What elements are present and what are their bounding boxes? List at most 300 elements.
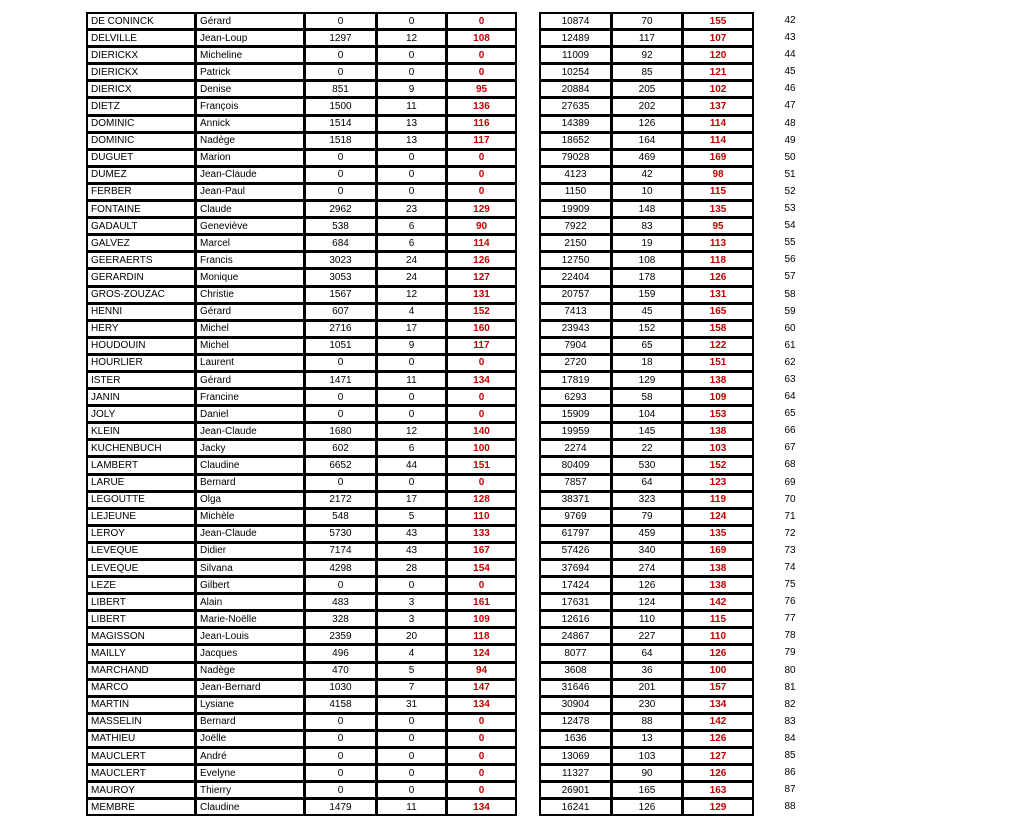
games-cell: 0 [377, 713, 447, 730]
total-average-cell: 114 [683, 132, 754, 149]
points-cell: 7174 [305, 542, 377, 559]
first-name-cell: Claudine [196, 799, 305, 816]
total-average-cell: 118 [683, 252, 754, 269]
rank-number: 73 [784, 544, 796, 556]
last-name-cell: MEMBRE [87, 799, 196, 816]
rank-number: 64 [784, 391, 796, 403]
games-cell: 24 [377, 252, 447, 269]
table-row [540, 166, 754, 183]
total-average-cell: 169 [683, 149, 754, 166]
average-cell: 110 [447, 508, 517, 525]
first-name-cell: Francis [196, 252, 305, 269]
total-average-cell: 138 [683, 560, 754, 577]
points-cell: 0 [305, 577, 377, 594]
last-name-cell: FONTAINE [87, 201, 196, 218]
total-points-cell: 2150 [540, 235, 612, 252]
first-name-cell: Gérard [196, 371, 305, 388]
total-games-cell: 202 [612, 98, 683, 115]
average-cell: 161 [447, 594, 517, 611]
points-cell: 2962 [305, 201, 377, 218]
games-cell: 0 [377, 149, 447, 166]
points-cell: 4158 [305, 696, 377, 713]
average-cell: 151 [447, 457, 517, 474]
total-points-cell: 14389 [540, 115, 612, 132]
points-cell: 496 [305, 645, 377, 662]
last-name-cell: DOMINIC [87, 132, 196, 149]
games-cell: 4 [377, 645, 447, 662]
table-row [540, 713, 754, 730]
total-average-cell: 115 [683, 611, 754, 628]
last-name-cell: GROS-ZOUZAC [87, 286, 196, 303]
total-points-cell: 31646 [540, 679, 612, 696]
first-name-cell: Michel [196, 320, 305, 337]
average-cell: 100 [447, 440, 517, 457]
first-name-cell: Marion [196, 149, 305, 166]
table-row [540, 542, 754, 559]
total-average-cell: 165 [683, 303, 754, 320]
average-cell: 114 [447, 235, 517, 252]
total-points-cell: 61797 [540, 525, 612, 542]
points-cell: 3023 [305, 252, 377, 269]
rank-number: 49 [784, 134, 796, 146]
last-name-cell: LIBERT [87, 594, 196, 611]
total-points-cell: 26901 [540, 782, 612, 799]
table-row [540, 252, 754, 269]
table-row [87, 662, 517, 679]
total-games-cell: 152 [612, 320, 683, 337]
total-games-cell: 178 [612, 269, 683, 286]
average-cell: 140 [447, 423, 517, 440]
table-row [540, 115, 754, 132]
rank-number: 42 [784, 15, 796, 26]
games-cell: 3 [377, 611, 447, 628]
rank-number: 52 [784, 185, 796, 197]
total-average-cell: 124 [683, 508, 754, 525]
left-table-body [87, 13, 517, 816]
first-name-cell: Jacques [196, 645, 305, 662]
points-cell: 1479 [305, 799, 377, 816]
last-name-cell: MARCHAND [87, 662, 196, 679]
table-row [87, 440, 517, 457]
total-average-cell: 126 [683, 645, 754, 662]
points-cell: 328 [305, 611, 377, 628]
total-points-cell: 23943 [540, 320, 612, 337]
table-row [540, 730, 754, 747]
total-points-cell: 7857 [540, 474, 612, 491]
games-cell: 0 [377, 748, 447, 765]
last-name-cell: HERY [87, 320, 196, 337]
total-games-cell: 530 [612, 457, 683, 474]
games-cell: 7 [377, 679, 447, 696]
total-games-cell: 85 [612, 64, 683, 81]
rank-number: 46 [784, 83, 796, 95]
games-cell: 0 [377, 765, 447, 782]
average-cell: 0 [447, 748, 517, 765]
table-row [540, 525, 754, 542]
last-name-cell: DELVILLE [87, 30, 196, 47]
last-name-cell: FERBER [87, 183, 196, 200]
games-cell: 12 [377, 30, 447, 47]
total-games-cell: 64 [612, 474, 683, 491]
table-row [87, 594, 517, 611]
table-row [540, 645, 754, 662]
total-games-cell: 126 [612, 115, 683, 132]
games-cell: 0 [377, 166, 447, 183]
points-cell: 1680 [305, 423, 377, 440]
last-name-cell: KLEIN [87, 423, 196, 440]
total-games-cell: 126 [612, 799, 683, 816]
points-cell: 483 [305, 594, 377, 611]
last-name-cell: LEVEQUE [87, 560, 196, 577]
total-points-cell: 16241 [540, 799, 612, 816]
total-average-cell: 100 [683, 662, 754, 679]
points-cell: 6652 [305, 457, 377, 474]
table-row [540, 799, 754, 816]
total-points-cell: 22404 [540, 269, 612, 286]
table-row [540, 47, 754, 64]
last-name-cell: LEVEQUE [87, 542, 196, 559]
table-row [87, 201, 517, 218]
points-cell: 0 [305, 713, 377, 730]
total-games-cell: 36 [612, 662, 683, 679]
last-name-cell: MAGISSON [87, 628, 196, 645]
average-cell: 116 [447, 115, 517, 132]
total-games-cell: 117 [612, 30, 683, 47]
rank-number: 77 [784, 613, 796, 625]
last-name-cell: DUGUET [87, 149, 196, 166]
average-cell: 0 [447, 577, 517, 594]
total-average-cell: 163 [683, 782, 754, 799]
rank-number: 48 [784, 117, 796, 129]
total-games-cell: 110 [612, 611, 683, 628]
first-name-cell: Joëlle [196, 730, 305, 747]
table-row [87, 508, 517, 525]
games-cell: 0 [377, 730, 447, 747]
table-row [87, 491, 517, 508]
last-name-cell: MASSELIN [87, 713, 196, 730]
points-cell: 0 [305, 166, 377, 183]
average-cell: 95 [447, 81, 517, 98]
last-name-cell: GADAULT [87, 218, 196, 235]
average-cell: 134 [447, 799, 517, 816]
first-name-cell: Alain [196, 594, 305, 611]
rank-number: 70 [784, 493, 796, 505]
total-points-cell: 13069 [540, 748, 612, 765]
table-row [87, 47, 517, 64]
total-games-cell: 65 [612, 337, 683, 354]
games-cell: 6 [377, 440, 447, 457]
rank-number: 51 [784, 168, 796, 180]
table-row [540, 662, 754, 679]
games-cell: 24 [377, 269, 447, 286]
average-cell: 127 [447, 269, 517, 286]
total-games-cell: 164 [612, 132, 683, 149]
points-cell: 1051 [305, 337, 377, 354]
first-name-cell: Didier [196, 542, 305, 559]
rank-number: 85 [784, 750, 796, 762]
last-name-cell: ISTER [87, 371, 196, 388]
total-average-cell: 102 [683, 81, 754, 98]
last-name-cell: MARCO [87, 679, 196, 696]
average-cell: 129 [447, 201, 517, 218]
table-row [87, 132, 517, 149]
rank-number: 75 [784, 579, 796, 591]
total-games-cell: 469 [612, 149, 683, 166]
total-points-cell: 12750 [540, 252, 612, 269]
table-row [540, 320, 754, 337]
total-points-cell: 79028 [540, 149, 612, 166]
total-games-cell: 201 [612, 679, 683, 696]
average-cell: 117 [447, 132, 517, 149]
rank-number: 84 [784, 732, 796, 744]
rank-number: 61 [784, 339, 796, 351]
total-games-cell: 10 [612, 183, 683, 200]
total-points-cell: 19959 [540, 423, 612, 440]
points-cell: 1500 [305, 98, 377, 115]
total-points-cell: 11327 [540, 765, 612, 782]
points-cell: 1514 [305, 115, 377, 132]
games-cell: 20 [377, 628, 447, 645]
table-row [540, 628, 754, 645]
table-row [87, 406, 517, 423]
first-name-cell: Francine [196, 389, 305, 406]
total-points-cell: 27635 [540, 98, 612, 115]
rank-number: 44 [784, 49, 796, 61]
total-points-cell: 20884 [540, 81, 612, 98]
table-row [87, 30, 517, 47]
total-games-cell: 205 [612, 81, 683, 98]
table-row [87, 115, 517, 132]
first-name-cell: Jean-Paul [196, 183, 305, 200]
table-row [540, 748, 754, 765]
table-row [540, 491, 754, 508]
last-name-cell: MAUCLERT [87, 748, 196, 765]
average-cell: 131 [447, 286, 517, 303]
left-score-table [86, 12, 517, 816]
points-cell: 5730 [305, 525, 377, 542]
table-row [540, 611, 754, 628]
table-row [540, 765, 754, 782]
table-row [540, 64, 754, 81]
first-name-cell: Bernard [196, 713, 305, 730]
table-row [87, 645, 517, 662]
average-cell: 124 [447, 645, 517, 662]
table-row [87, 628, 517, 645]
total-games-cell: 126 [612, 577, 683, 594]
total-points-cell: 7904 [540, 337, 612, 354]
last-name-cell: HENNI [87, 303, 196, 320]
total-points-cell: 20757 [540, 286, 612, 303]
first-name-cell: Gérard [196, 303, 305, 320]
last-name-cell: GEERAERTS [87, 252, 196, 269]
games-cell: 13 [377, 115, 447, 132]
table-row [87, 371, 517, 388]
first-name-cell: Jean-Bernard [196, 679, 305, 696]
games-cell: 13 [377, 132, 447, 149]
table-row [540, 132, 754, 149]
games-cell: 31 [377, 696, 447, 713]
points-cell: 0 [305, 474, 377, 491]
first-name-cell: Jean-Loup [196, 30, 305, 47]
average-cell: 0 [447, 406, 517, 423]
total-games-cell: 90 [612, 765, 683, 782]
first-name-cell: Claude [196, 201, 305, 218]
total-average-cell: 169 [683, 542, 754, 559]
points-cell: 538 [305, 218, 377, 235]
average-cell: 117 [447, 337, 517, 354]
table-row [87, 765, 517, 782]
points-cell: 1297 [305, 30, 377, 47]
table-row [87, 748, 517, 765]
points-cell: 0 [305, 64, 377, 81]
rank-number: 74 [784, 562, 796, 573]
last-name-cell: MATHIEU [87, 730, 196, 747]
points-cell: 4298 [305, 560, 377, 577]
last-name-cell: GALVEZ [87, 235, 196, 252]
games-cell: 9 [377, 81, 447, 98]
total-average-cell: 137 [683, 98, 754, 115]
first-name-cell: Evelyne [196, 765, 305, 782]
total-average-cell: 126 [683, 730, 754, 747]
rank-number: 83 [784, 715, 796, 727]
last-name-cell: DIETZ [87, 98, 196, 115]
table-row [87, 799, 517, 816]
games-cell: 0 [377, 183, 447, 200]
total-points-cell: 80409 [540, 457, 612, 474]
table-row [87, 81, 517, 98]
table-row [87, 457, 517, 474]
points-cell: 1030 [305, 679, 377, 696]
total-average-cell: 135 [683, 525, 754, 542]
first-name-cell: Patrick [196, 64, 305, 81]
total-games-cell: 108 [612, 252, 683, 269]
last-name-cell: HOUDOUIN [87, 337, 196, 354]
first-name-cell: Jean-Claude [196, 525, 305, 542]
games-cell: 23 [377, 201, 447, 218]
total-average-cell: 122 [683, 337, 754, 354]
games-cell: 0 [377, 47, 447, 64]
average-cell: 126 [447, 252, 517, 269]
table-row [87, 64, 517, 81]
total-average-cell: 153 [683, 406, 754, 423]
total-games-cell: 159 [612, 286, 683, 303]
first-name-cell: Marie-Noëlle [196, 611, 305, 628]
table-row [87, 166, 517, 183]
total-average-cell: 135 [683, 201, 754, 218]
rank-number: 53 [784, 203, 796, 215]
table-row [540, 149, 754, 166]
table-row [540, 13, 754, 30]
total-average-cell: 123 [683, 474, 754, 491]
total-points-cell: 12478 [540, 713, 612, 730]
total-average-cell: 115 [683, 183, 754, 200]
average-cell: 0 [447, 354, 517, 371]
total-points-cell: 1636 [540, 730, 612, 747]
games-cell: 5 [377, 508, 447, 525]
total-average-cell: 120 [683, 47, 754, 64]
table-row [540, 354, 754, 371]
last-name-cell: DOMINIC [87, 115, 196, 132]
table-row [87, 713, 517, 730]
total-games-cell: 145 [612, 423, 683, 440]
total-average-cell: 138 [683, 423, 754, 440]
total-average-cell: 127 [683, 748, 754, 765]
rank-number: 76 [784, 596, 796, 608]
average-cell: 134 [447, 696, 517, 713]
table-row [87, 235, 517, 252]
games-cell: 0 [377, 389, 447, 406]
total-average-cell: 138 [683, 371, 754, 388]
points-cell: 0 [305, 782, 377, 799]
average-cell: 160 [447, 320, 517, 337]
rank-number: 87 [784, 784, 796, 796]
last-name-cell: DIERICKX [87, 47, 196, 64]
total-average-cell: 142 [683, 594, 754, 611]
last-name-cell: MARTIN [87, 696, 196, 713]
total-average-cell: 151 [683, 354, 754, 371]
rank-number: 47 [784, 100, 796, 112]
points-cell: 0 [305, 354, 377, 371]
rank-number: 80 [784, 664, 796, 676]
points-cell: 607 [305, 303, 377, 320]
average-cell: 0 [447, 389, 517, 406]
total-points-cell: 57426 [540, 542, 612, 559]
table-row [87, 611, 517, 628]
total-games-cell: 165 [612, 782, 683, 799]
table-row [87, 389, 517, 406]
total-average-cell: 95 [683, 218, 754, 235]
games-cell: 6 [377, 218, 447, 235]
table-row [87, 252, 517, 269]
average-cell: 128 [447, 491, 517, 508]
points-cell: 0 [305, 765, 377, 782]
total-points-cell: 7922 [540, 218, 612, 235]
total-points-cell: 7413 [540, 303, 612, 320]
last-name-cell: LEJEUNE [87, 508, 196, 525]
points-cell: 2359 [305, 628, 377, 645]
table-row [540, 508, 754, 525]
last-name-cell: DE CONINCK [87, 13, 196, 30]
first-name-cell: Olga [196, 491, 305, 508]
total-games-cell: 230 [612, 696, 683, 713]
points-cell: 0 [305, 389, 377, 406]
games-cell: 17 [377, 320, 447, 337]
rank-number: 71 [784, 510, 796, 522]
table-row [540, 371, 754, 388]
rank-number: 63 [784, 373, 796, 385]
total-points-cell: 4123 [540, 166, 612, 183]
average-cell: 133 [447, 525, 517, 542]
total-points-cell: 9769 [540, 508, 612, 525]
first-name-cell: Bernard [196, 474, 305, 491]
first-name-cell: Michel [196, 337, 305, 354]
points-cell: 0 [305, 730, 377, 747]
total-games-cell: 58 [612, 389, 683, 406]
points-cell: 1471 [305, 371, 377, 388]
total-average-cell: 158 [683, 320, 754, 337]
total-average-cell: 155 [683, 13, 754, 30]
points-cell: 470 [305, 662, 377, 679]
right-score-table [539, 12, 754, 816]
table-row [540, 286, 754, 303]
total-games-cell: 70 [612, 13, 683, 30]
points-cell: 851 [305, 81, 377, 98]
first-name-cell: André [196, 748, 305, 765]
games-cell: 4 [377, 303, 447, 320]
total-games-cell: 18 [612, 354, 683, 371]
games-cell: 43 [377, 542, 447, 559]
total-points-cell: 6293 [540, 389, 612, 406]
